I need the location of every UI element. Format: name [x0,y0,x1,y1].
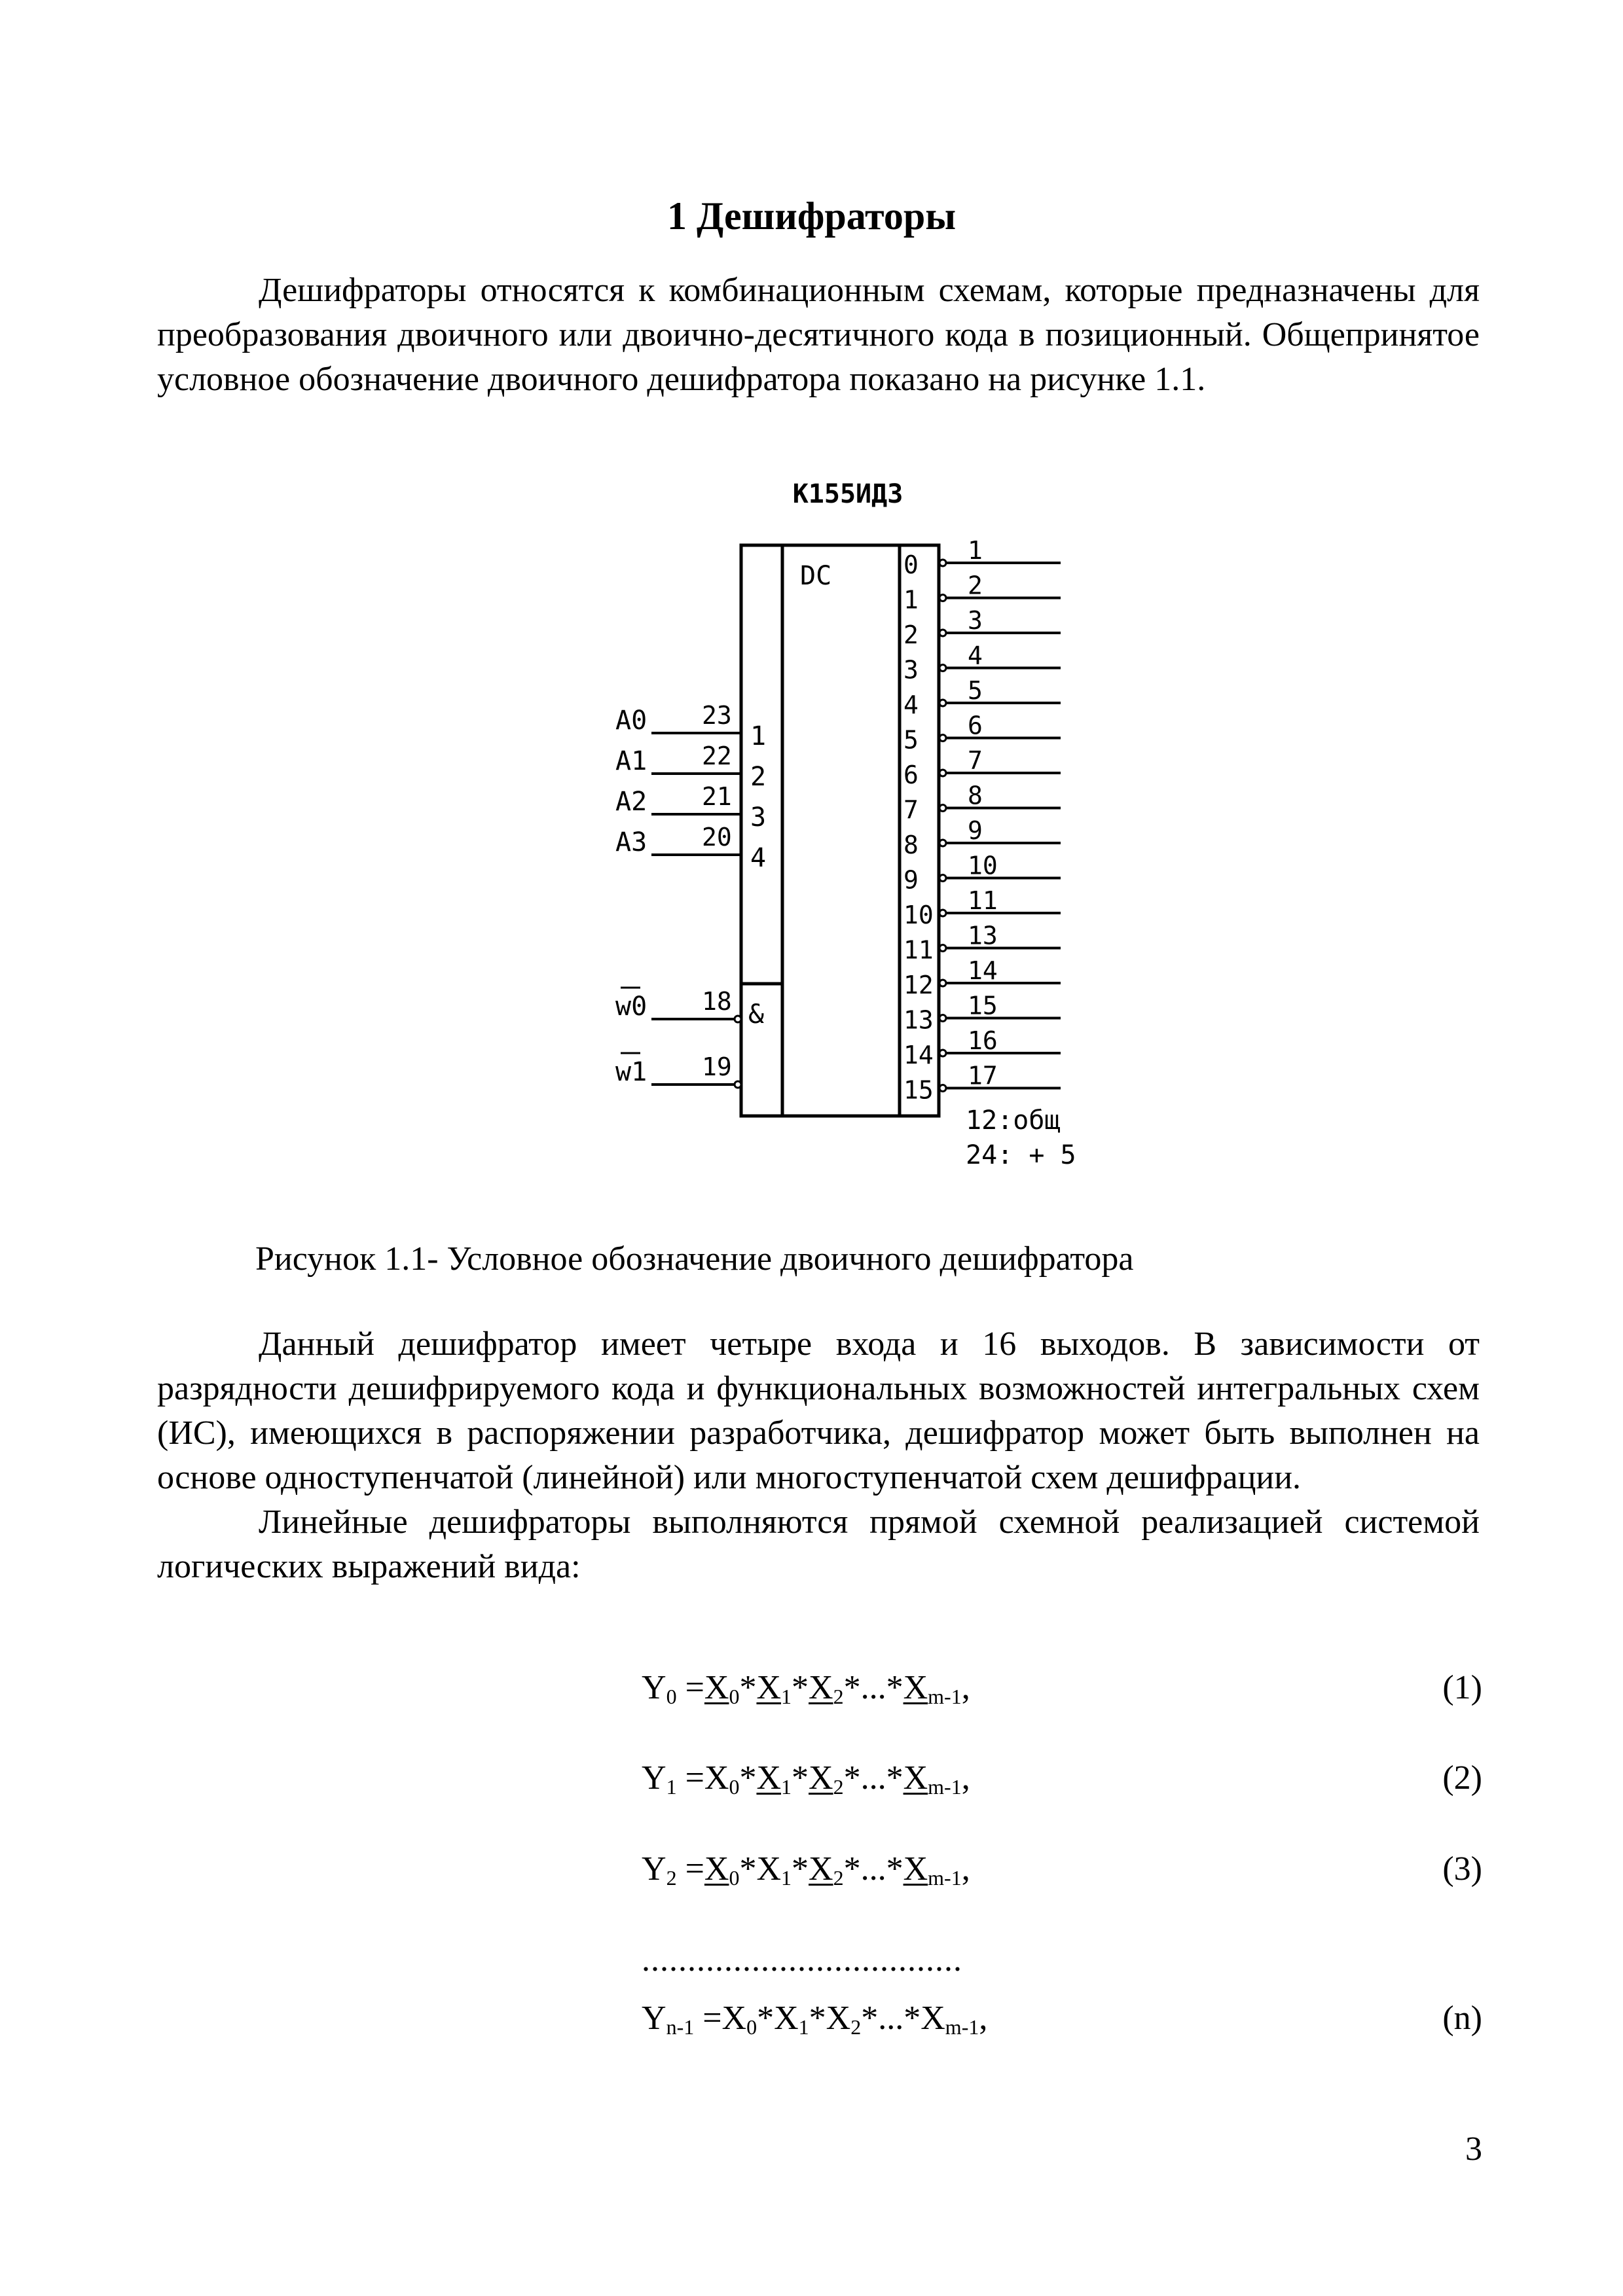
output-inversion-bubble [939,735,946,742]
output-inversion-bubble [939,700,946,706]
output-inversion-bubble [939,665,946,672]
output-pin-number: 9 [968,816,983,845]
and-label: & [748,999,765,1030]
output-pin-number: 3 [968,606,983,635]
output-index: 14 [903,1041,934,1069]
output-inversion-bubble [939,1050,946,1056]
formula: $Y_0 =X_0*X_1*X_2*...*X_{m-1}$, [642,1669,970,1708]
enable-pin-number: 19 [702,1052,732,1081]
output-inversion-bubble [939,945,946,952]
output-pin-number: 16 [968,1026,998,1055]
body-paragraph-1: Данный дешифратор имеет четыре входа и 16 выходов. В зависимости от разрядности дешифрируемого кода и функциональных возможностей интегральных схем (ИС), имеющихся в распоряжении разработчика, дешифратор может быть выполнен на основе одноступенчатой (линейной) или многоступенчатой схем дешифрации. [157,1325,1480,1496]
output-pin-number: 8 [968,781,983,810]
output-inversion-bubble [939,595,946,601]
input-index: 2 [750,762,767,792]
output-index: 10 [903,901,934,929]
output-index: 8 [903,831,919,859]
inversion-bubble [735,1016,741,1022]
formula: $Y_{n-1} =X_0*X_1*X_2*...*X_{m-1}$, [642,2000,988,2039]
equation-number: (n) [1442,2000,1482,2037]
output-pin-number: 5 [968,676,983,705]
ground-note: 12:общ [966,1105,1061,1136]
input-index: 4 [750,843,767,873]
output-index: 7 [903,795,919,825]
output-index: 1 [903,585,919,615]
output-inversion-bubble [939,980,946,986]
output-inversion-bubble [939,875,946,882]
output-index: 9 [903,865,919,895]
output-pin-number: 11 [968,886,998,915]
input-pin-number: 22 [702,742,732,770]
output-index: 12 [903,971,934,999]
output-index: 5 [903,725,919,755]
input-pin-number: 21 [702,782,732,811]
input-name: A3 [615,827,647,857]
output-pin-number: 14 [968,956,998,985]
decoder-outputs [903,536,1061,1105]
output-inversion-bubble [939,910,946,916]
output-index: 6 [903,761,919,789]
chip-name: К155ИД3 [792,479,903,509]
output-inversion-bubble [939,630,946,636]
input-name: A2 [615,787,647,817]
output-inversion-bubble [939,770,946,776]
input-pin-number: 20 [702,823,732,852]
formula: $Y_2 =X_0*X_1*X_2*...*X_{m-1}$, [642,1850,970,1890]
enable-name: w1 [615,1057,647,1087]
formula: $Y_1 =X_0*X_1*X_2*...*X_{m-1}$, [642,1759,970,1799]
output-pin-number: 7 [968,746,983,775]
address-inputs [615,701,766,873]
enable-name: w0 [615,992,647,1022]
output-inversion-bubble [939,1015,946,1022]
equation-number: (1) [1442,1669,1482,1706]
output-pin-number: 10 [968,851,998,880]
figure-caption: Рисунок 1.1- Условное обозначение двоичного дешифратора [255,1240,1134,1278]
body-paragraphs [157,1322,1480,1589]
output-inversion-bubble [939,560,946,566]
equation-number: (3) [1442,1850,1482,1888]
output-index: 2 [903,620,919,649]
equation-number: (2) [1442,1759,1482,1797]
output-index: 3 [903,655,919,685]
input-name: A0 [615,706,647,736]
input-index: 3 [750,802,767,833]
enable-pin-number: 18 [702,987,732,1016]
output-pin-number: 2 [968,571,983,600]
power-note: 24: + 5 [966,1140,1076,1170]
ellipsis-line: ................................... [642,1941,962,1979]
output-index: 0 [903,550,919,579]
output-pin-number: 13 [968,921,998,950]
dc-label: DC [800,561,832,591]
output-index: 13 [903,1005,934,1035]
output-index: 15 [903,1075,934,1105]
body-paragraph-2: Линейные дешифраторы выполняются прямой схемной реализацией системой логических выражений вида: [157,1503,1480,1585]
input-pin-number: 23 [702,701,732,730]
output-pin-number: 6 [968,711,983,740]
output-inversion-bubble [939,805,946,812]
output-index: 4 [903,691,919,719]
enable-inputs [615,987,741,1088]
intro-text: Дешифраторы относятся к комбинационным схемам, которые предназначены для преобразования двоичного или двоично-десятичного кода в позиционный. Общепринятое условное обозначение двоичного дешифратора показано на рисунке 1.1. [157,272,1480,398]
output-index: 11 [903,935,934,965]
inversion-bubble [735,1081,741,1088]
page-number: 3 [1465,2130,1482,2168]
output-inversion-bubble [939,1085,946,1092]
output-inversion-bubble [939,840,946,846]
section-heading: 1 Дешифраторы [666,194,957,238]
output-pin-number: 1 [968,536,983,565]
output-pin-number: 4 [968,641,983,670]
input-index: 1 [750,721,767,751]
output-pin-number: 15 [968,991,998,1020]
input-name: A1 [615,746,647,776]
output-pin-number: 17 [968,1061,998,1090]
